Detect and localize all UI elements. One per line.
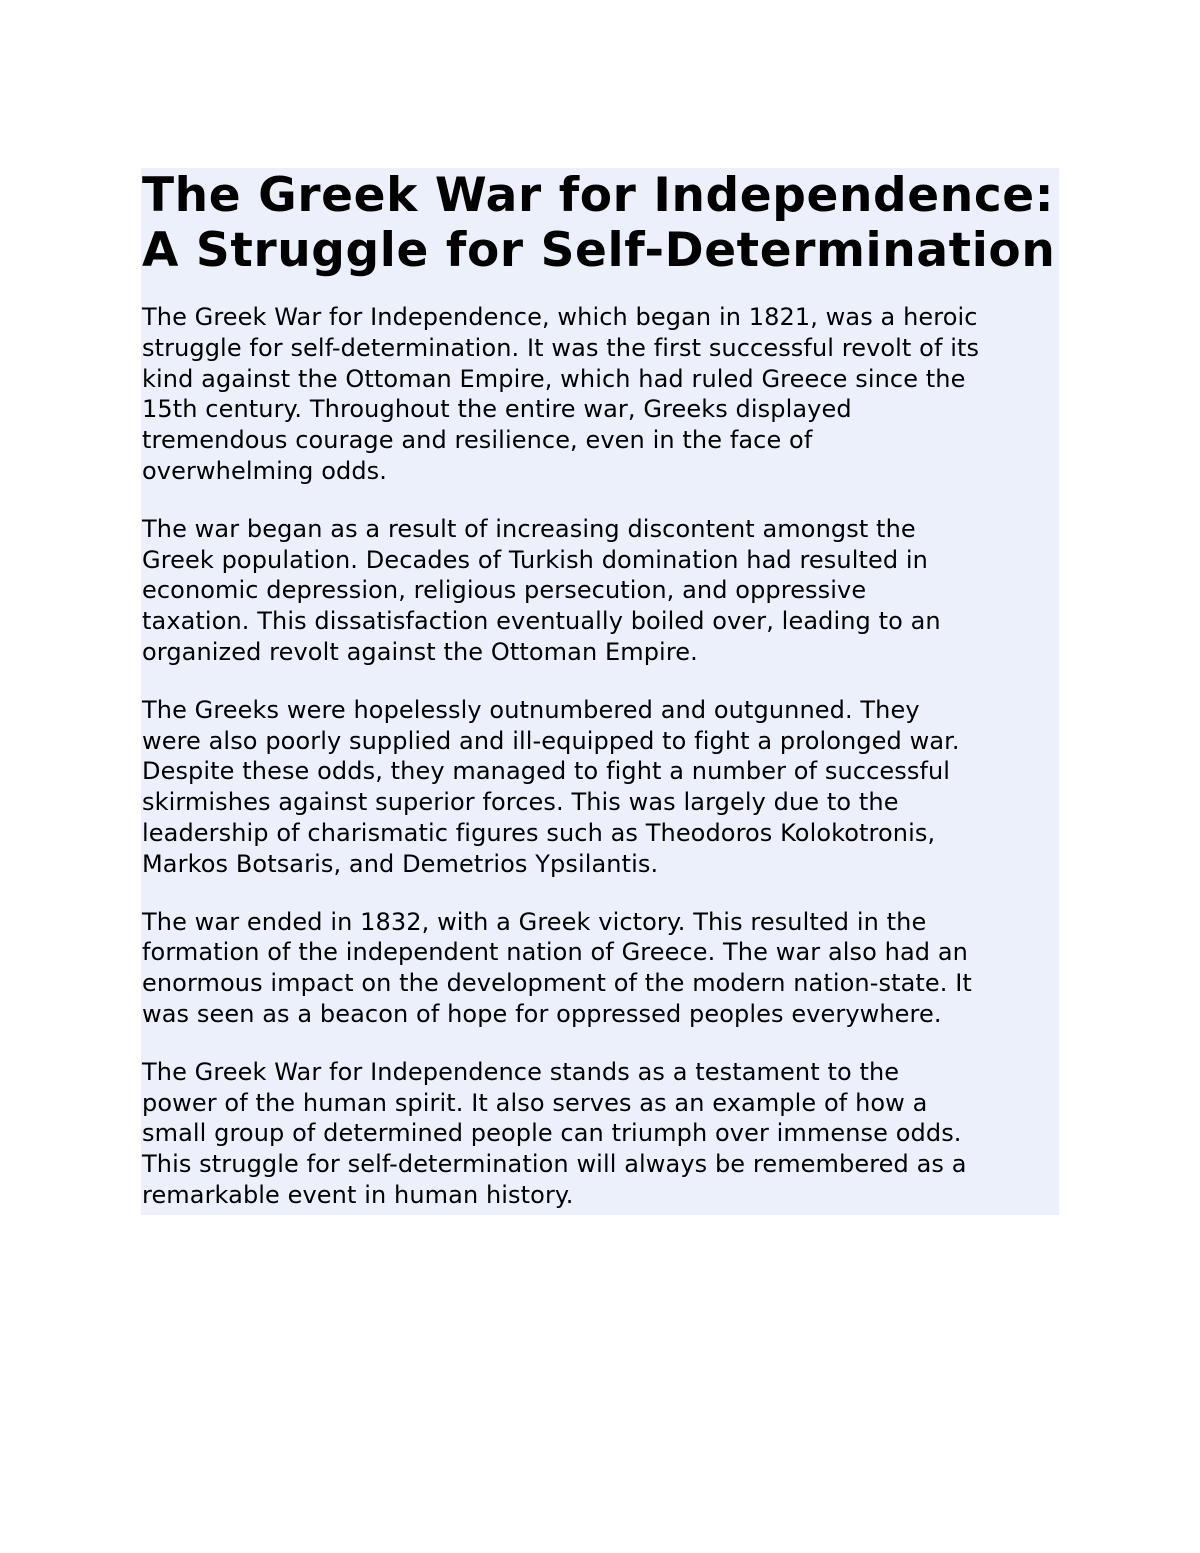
paragraph-line: This struggle for self-determination will always be remembered as a [142,1150,967,1179]
paragraph-line: The war began as a result of increasing discontent amongst the [142,514,916,543]
paragraph-line: The Greeks were hopelessly outnumbered and outgunned. They [142,695,920,724]
paragraph-outcome [142,907,1059,1030]
paragraph-line: remarkable event in human history. [142,1180,574,1209]
paragraph-line: 15th century. Throughout the entire war, Greeks displayed [142,395,852,424]
paragraph-line: skirmishes against superior forces. This was largely due to the [142,788,899,817]
paragraph-line: Greek population. Decades of Turkish domination had resulted in [142,545,928,574]
paragraph-line: leadership of charismatic figures such as Theodoros Kolokotronis, [142,818,936,847]
paragraph-line: Markos Botsaris, and Demetrios Ypsilantis. [142,849,659,878]
paragraph-line: The Greek War for Independence stands as a testament to the [142,1057,900,1086]
paragraph-intro [142,302,1059,487]
paragraph-line: power of the human spirit. It also serves as an example of how a [142,1088,928,1117]
paragraph-line: were also poorly supplied and ill-equipped to fight a prolonged war. [142,726,960,755]
paragraph-line: Despite these odds, they managed to fight a number of successful [142,757,951,786]
paragraph-line: The war ended in 1832, with a Greek victory. This resulted in the [142,907,927,936]
paragraph-odds [142,695,1059,880]
paragraph-line: organized revolt against the Ottoman Empire. [142,637,698,666]
document-body [141,168,1059,1215]
title-line: The Greek War for Independence: [142,168,1055,223]
title-line: A Struggle for Self-Determination [142,223,1056,278]
paragraph-conclusion [142,1057,1059,1211]
paragraph-line: taxation. This dissatisfaction eventually boiled over, leading to an [142,607,941,636]
paragraph-causes [142,514,1059,668]
paragraph-line: kind against the Ottoman Empire, which had ruled Greece since the [142,364,966,393]
paragraph-line: small group of determined people can triumph over immense odds. [142,1119,962,1148]
paragraph-line: economic depression, religious persecution, and oppressive [142,576,867,605]
document-title [142,168,1059,278]
paragraph-line: was seen as a beacon of hope for oppressed peoples everywhere. [142,999,942,1028]
paragraph-line: struggle for self-determination. It was the first successful revolt of its [142,333,980,362]
paragraph-line: tremendous courage and resilience, even in the face of [142,426,813,455]
paragraph-line: formation of the independent nation of Greece. The war also had an [142,938,968,967]
paragraph-line: enormous impact on the development of the modern nation-state. It [142,969,972,998]
paragraph-line: overwhelming odds. [142,456,387,485]
paragraph-line: The Greek War for Independence, which began in 1821, was a heroic [142,303,978,331]
